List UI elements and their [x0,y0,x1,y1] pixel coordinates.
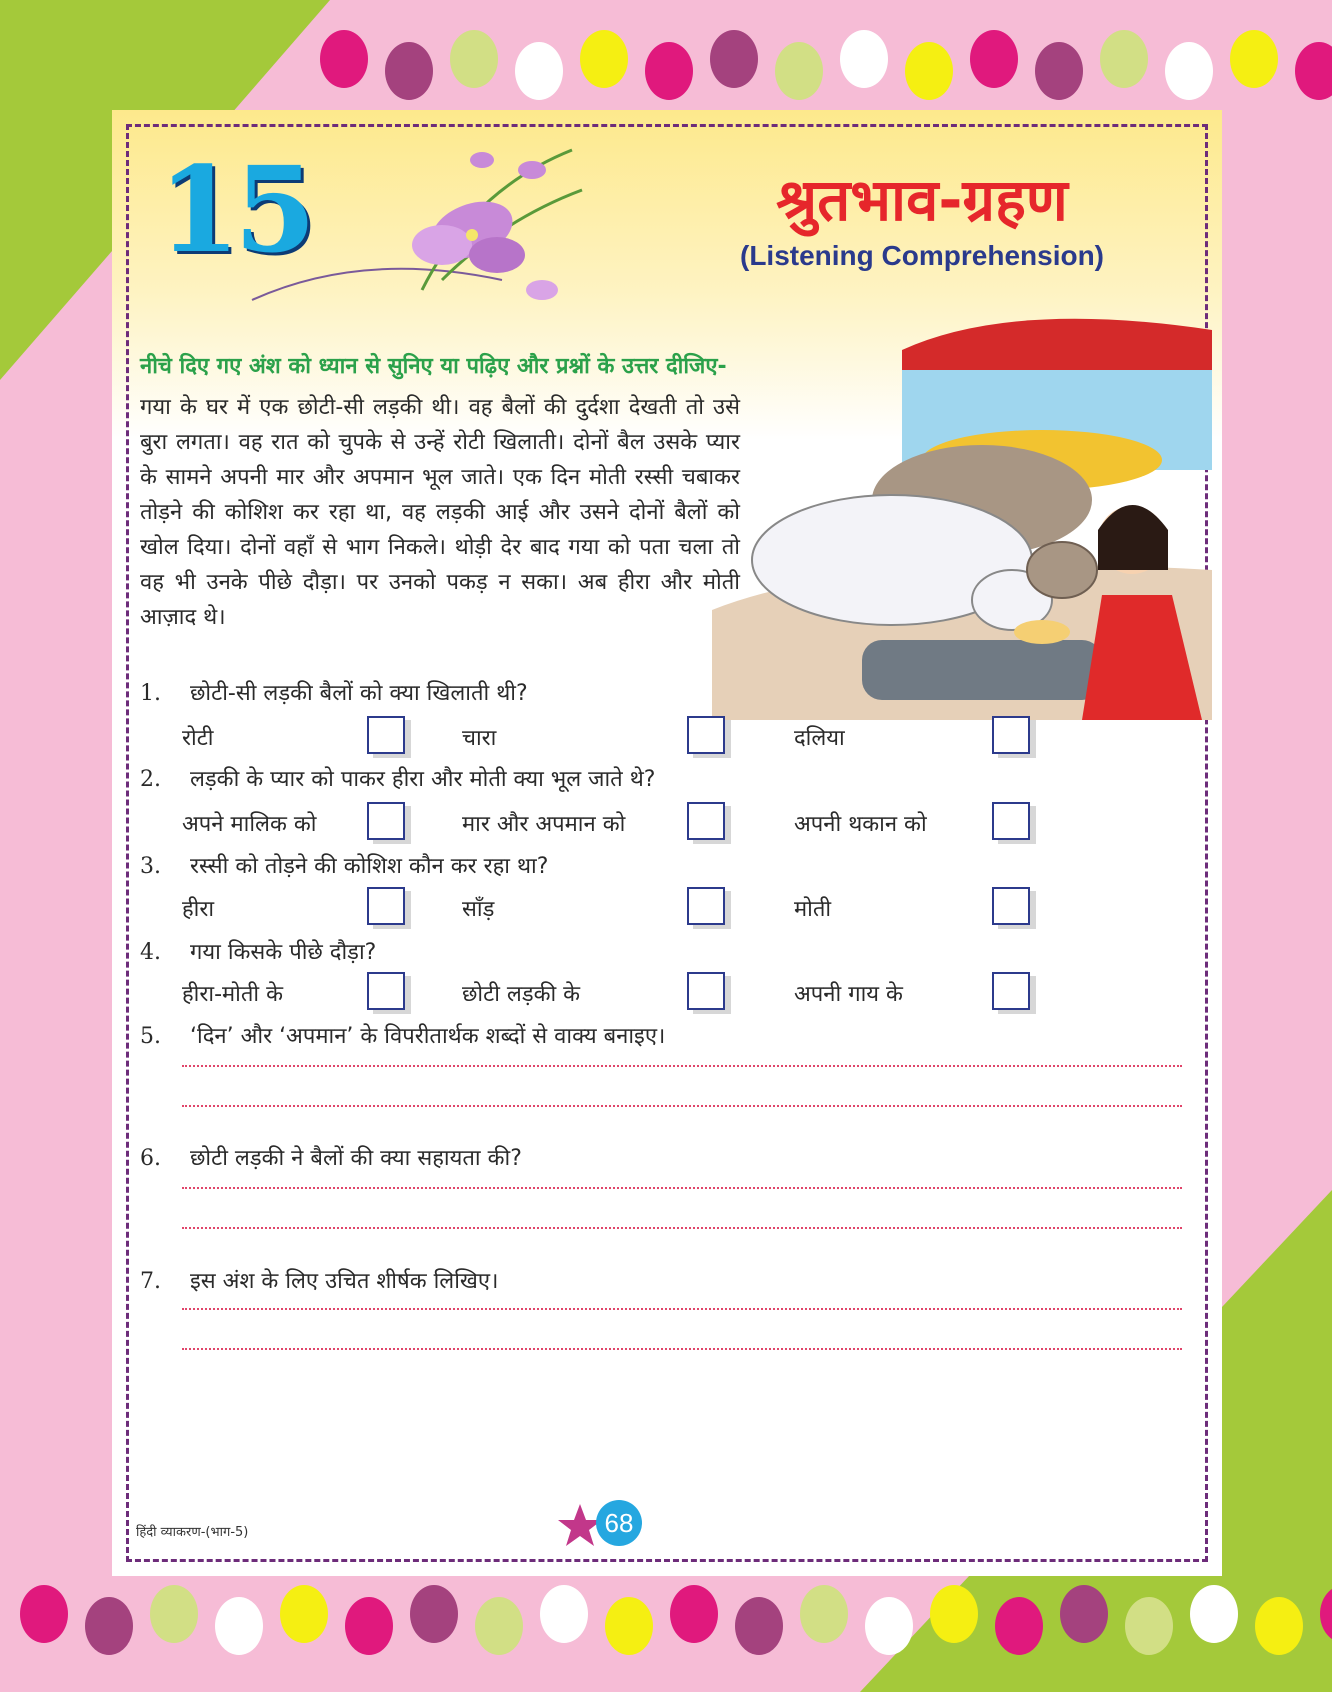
flower-illustration [242,130,602,320]
polka-dot [1125,1597,1173,1655]
q5-answer-line-2[interactable] [182,1105,1182,1107]
q6-answer-line-2[interactable] [182,1227,1182,1229]
polka-dot [540,1585,588,1643]
question-7: 7. इस अंश के लिए उचित शीर्षक लिखिए। [140,1269,499,1294]
q1-option-1-label: रोटी [182,726,214,751]
polka-dot [1190,1585,1238,1643]
polka-dot [1255,1597,1303,1655]
question-1: 1. छोटी-सी लड़की बैलों को क्या खिलाती थी? [140,681,528,706]
polka-dot [905,42,953,100]
passage-text: गया के घर में एक छोटी-सी लड़की थी। वह बैलों की दुर्दशा देखती तो उसे बुरा लगता। वह रात को चुपके से उन्हें रोटी खिलाती। दोनों बैल उसके प्यार के सामने अपनी मार और अपमान भूल जाते। एक दिन मोती रस्सी चबाकर तोड़ने की कोशिश कर रहा था, वह लड़की आई और उसने दोनों बैलों को खोल दिया। दोनों वहाँ से भाग निकले। थोड़ी देर बाद गया को पता चला तो वह भी उनके पीछे दौड़ा। पर उनको पकड़ न सका। अब हीरा और मोती आज़ाद थे। [140,395,740,630]
polka-dot [1230,30,1278,88]
polka-dot [320,30,368,88]
polka-dot [215,1597,263,1655]
polka-dot [1100,30,1148,88]
polka-dot [775,42,823,100]
q2-option-1-checkbox[interactable] [367,802,405,840]
q3-option-3-checkbox[interactable] [992,887,1030,925]
chapter-number: 15 [158,140,311,279]
polka-dot [970,30,1018,88]
polka-dot [670,1585,718,1643]
q7-answer-line-2[interactable] [182,1348,1182,1350]
question-5: 5. ‘दिन’ और ‘अपमान’ के विपरीतार्थक शब्दों से वाक्य बनाइए। [140,1024,666,1049]
q3-option-2-checkbox[interactable] [687,887,725,925]
q1-option-3-checkbox[interactable] [992,716,1030,754]
q1-option-2-label: चारा [462,726,497,751]
q2-option-3-checkbox[interactable] [992,802,1030,840]
polka-dot [995,1597,1043,1655]
question-2: 2. लड़की के प्यार को पाकर हीरा और मोती क्या भूल जाते थे? [140,767,656,792]
q2-option-2-label: मार और अपमान को [462,812,626,837]
polka-dot [580,30,628,88]
q4-option-3-checkbox[interactable] [992,972,1030,1010]
q3-option-2-label: साँड़ [462,897,495,922]
polka-dot [710,30,758,88]
polka-dot [605,1597,653,1655]
polka-dot [150,1585,198,1643]
q1-option-3-label: दलिया [794,726,845,751]
polka-dot [735,1597,783,1655]
polka-dot [1035,42,1083,100]
polka-dot [930,1585,978,1643]
page-number: 68 [596,1500,642,1546]
q2-option-1-label: अपने मालिक को [182,812,317,837]
polka-dot [645,42,693,100]
polka-dot [280,1585,328,1643]
q7-answer-line-1[interactable] [182,1308,1182,1310]
q1-option-2-checkbox[interactable] [687,716,725,754]
polka-dot [345,1597,393,1655]
worksheet-card [112,110,1222,1576]
story-illustration [712,310,1212,720]
q4-option-2-label: छोटी लड़की के [462,982,581,1007]
q5-answer-line-1[interactable] [182,1065,1182,1067]
q4-option-1-label: हीरा-मोती के [182,982,283,1007]
chapter-title-english: (Listening Comprehension) [740,240,1104,271]
polka-dot [385,42,433,100]
question-6: 6. छोटी लड़की ने बैलों की क्या सहायता की? [140,1146,522,1171]
q1-option-1-checkbox[interactable] [367,716,405,754]
polka-dot [475,1597,523,1655]
q2-option-2-checkbox[interactable] [687,802,725,840]
q3-option-3-label: मोती [794,897,832,922]
polka-dot [85,1597,133,1655]
polka-dot [1060,1585,1108,1643]
polka-dot [20,1585,68,1643]
chapter-title-hindi: श्रुतभाव-ग्रहण [776,166,1068,234]
question-4: 4. गया किसके पीछे दौड़ा? [140,940,377,965]
polka-dot [1165,42,1213,100]
question-3: 3. रस्सी को तोड़ने की कोशिश कौन कर रहा था? [140,854,549,879]
polka-dot [515,42,563,100]
polka-dot [865,1597,913,1655]
q2-option-3-label: अपनी थकान को [794,812,927,837]
q3-option-1-checkbox[interactable] [367,887,405,925]
polka-dot [410,1585,458,1643]
instruction-text: नीचे दिए गए अंश को ध्यान से सुनिए या पढ़िए और प्रश्नों के उत्तर दीजिए- [140,354,727,379]
q6-answer-line-1[interactable] [182,1187,1182,1189]
polka-dot [450,30,498,88]
q4-option-2-checkbox[interactable] [687,972,725,1010]
q4-option-1-checkbox[interactable] [367,972,405,1010]
polka-dot [800,1585,848,1643]
q3-option-1-label: हीरा [182,897,215,922]
q4-option-3-label: अपनी गाय के [794,982,903,1007]
polka-dot [840,30,888,88]
book-name: हिंदी व्याकरण-(भाग-5) [136,1525,249,1540]
